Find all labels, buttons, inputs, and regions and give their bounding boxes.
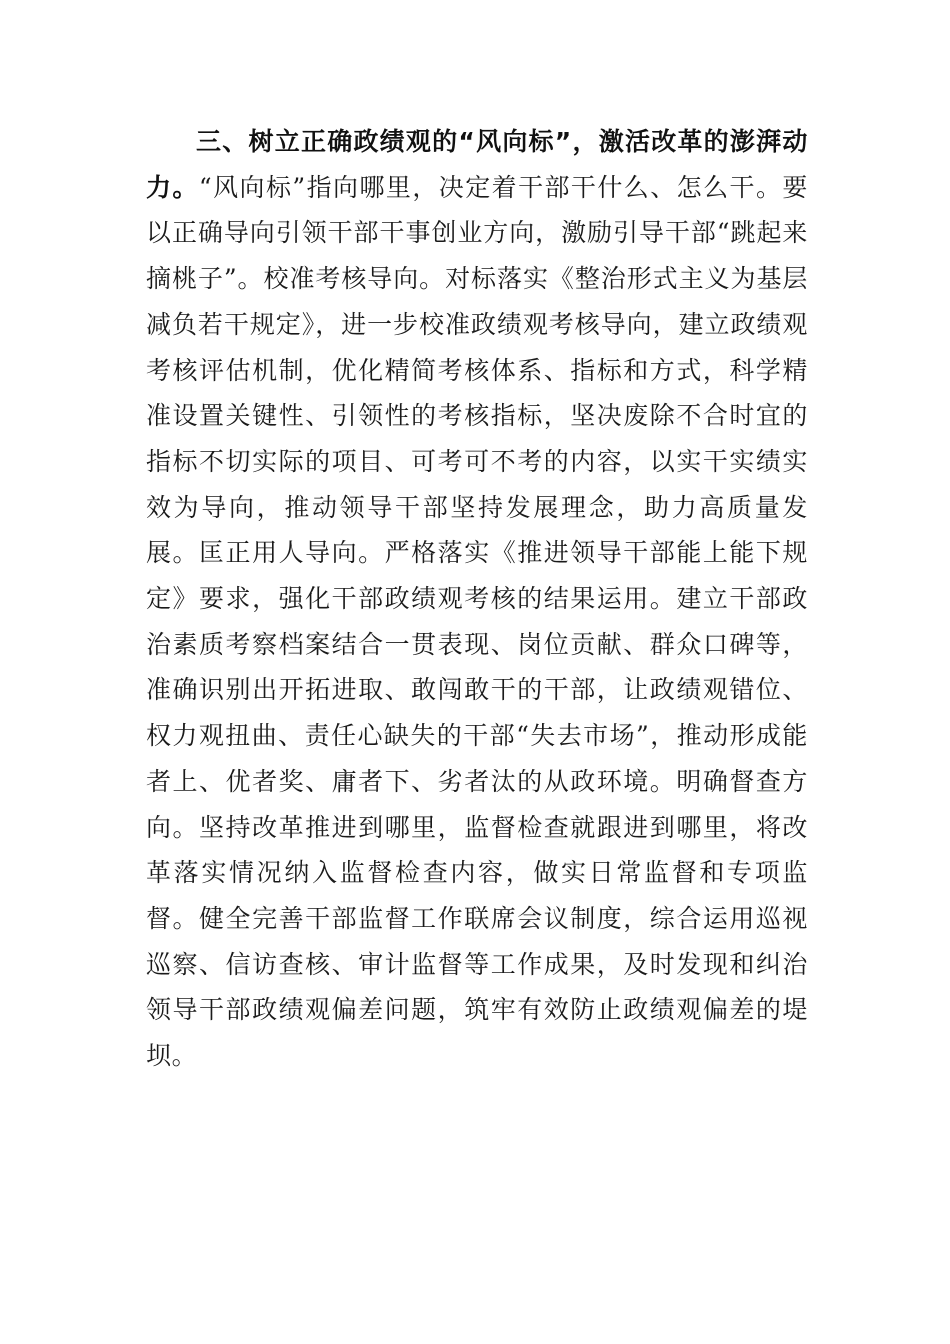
section-heading: 三、树立正确政绩观的“风向标”，激活改革的澎湃动力。: [146, 127, 808, 202]
document-body: [146, 119, 808, 1079]
paragraph-text: “风向标”指向哪里，决定着干部干什么、怎么干。要以正确导向引领干部干事创业方向，激励引导干部“跳起来摘桃子”。校准考核导向。对标落实《整治形式主义为基层减负若干规定》，进一步校准政绩观考核导向，建立政绩观考核评估机制，优化精简考核体系、指标和方式，科学精准设置关键性、引领性的考核指标，坚决废除不合时宜的指标不切实际的项目、可考可不考的内容，以实干实绩实效为导向，推动领导干部坚持发展理念，助力高质量发展。匡正用人导向。严格落实《推进领导干部能上能下规定》要求，强化干部政绩观考核的结果运用。建立干部政治素质考察档案结合一贯表现、岗位贡献、群众口碑等，准确识别出开拓进取、敢闯敢干的干部，让政绩观错位、权力观扭曲、责任心缺失的干部“失去市场”，推动形成能者上、优者奖、庸者下、劣者汰的从政环境。明确督查方向。坚持改革推进到哪里，监督检查就跟进到哪里，将改革落实情况纳入监督检查内容，做实日常监督和专项监督。健全完善干部监督工作联席会议制度，综合运用巡视巡察、信访查核、审计监督等工作成果，及时发现和纠治领导干部政绩观偏差问题，筑牢有效防止政绩观偏差的堤坝。: [146, 172, 809, 1071]
paragraph: [146, 119, 808, 1079]
